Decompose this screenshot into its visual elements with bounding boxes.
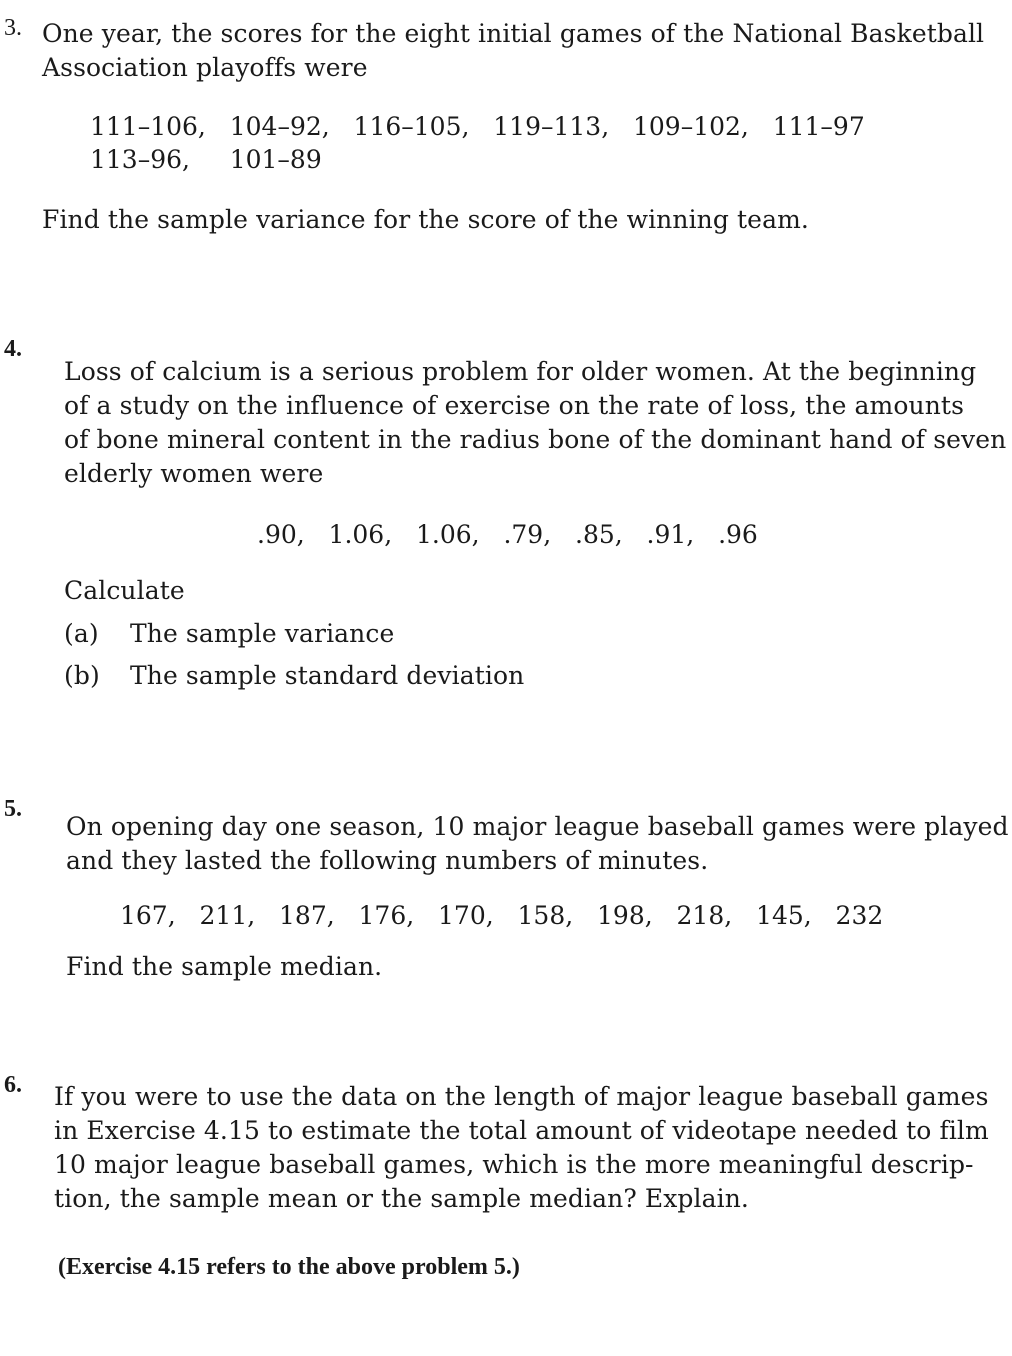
problem-number: 4. (4, 336, 22, 362)
problem-text-line: of bone mineral content in the radius bone of the dominant hand of seven (64, 425, 1007, 454)
item-label: (a) (64, 619, 99, 648)
item-text: The sample standard deviation (130, 661, 525, 690)
problem-number: 6. (4, 1072, 22, 1098)
problem-question: Find the sample variance for the score of the winning team. (42, 205, 809, 234)
calculate-label: Calculate (64, 576, 185, 605)
problem-text-line: Association playoffs were (42, 53, 368, 82)
problem-text-line: of a study on the influence of exercise on the rate of loss, the amounts (64, 391, 964, 420)
score-list-line: 111–106, 104–92, 116–105, 119–113, 109–102, 111–97 (90, 112, 865, 141)
value-list-line: .90, 1.06, 1.06, .79, .85, .91, .96 (257, 520, 758, 549)
item-label: (b) (64, 661, 100, 690)
problem-text-line: in Exercise 4.15 to estimate the total amount of videotape needed to film (54, 1116, 989, 1145)
problem-number: 5. (4, 796, 22, 822)
problem-text-line: 10 major league baseball games, which is the more meaningful descrip- (54, 1150, 974, 1179)
list-item (64, 659, 524, 693)
problem-text-line: and they lasted the following numbers of minutes. (66, 846, 709, 875)
problem-question: Find the sample median. (66, 952, 383, 981)
problem-text-line: elderly women were (64, 459, 324, 488)
exercise-note: (Exercise 4.15 refers to the above problem 5.) (58, 1254, 520, 1280)
problem-number: 3. (4, 15, 22, 41)
problem-text-line: Loss of calcium is a serious problem for older women. At the beginning (64, 357, 977, 386)
list-item (64, 617, 394, 651)
problem-text-line: If you were to use the data on the length of major league baseball games (54, 1082, 989, 1111)
item-text: The sample variance (130, 619, 395, 648)
score-list-line: 113–96, 101–89 (90, 145, 322, 174)
problem-text-line: On opening day one season, 10 major league baseball games were played (66, 812, 1009, 841)
value-list-line: 167, 211, 187, 176, 170, 158, 198, 218, 145, 232 (120, 901, 884, 930)
problem-text-line: One year, the scores for the eight initial games of the National Basketball (42, 19, 985, 48)
problem-text-line: tion, the sample mean or the sample median? Explain. (54, 1184, 749, 1213)
